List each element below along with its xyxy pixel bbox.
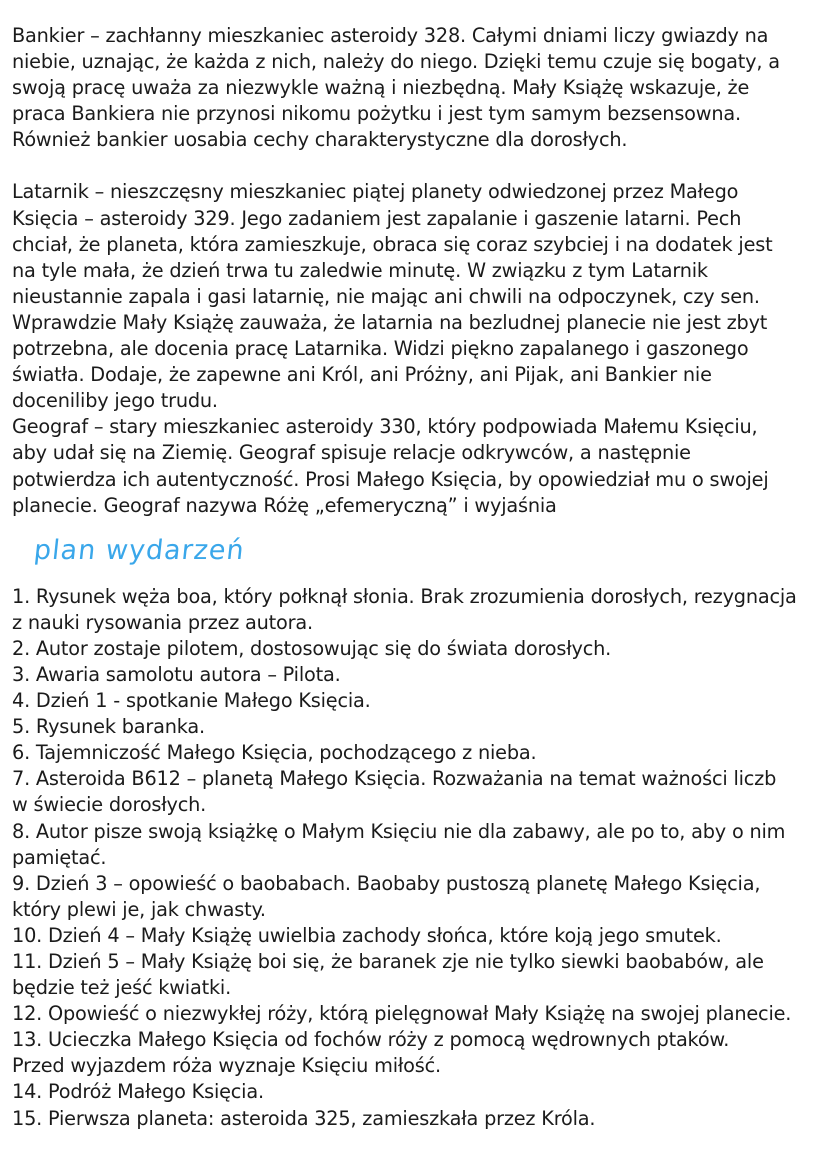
text-line: chciał, że planeta, która zamieszkuje, obraca się coraz szybciej i na dodatek jest: [12, 232, 773, 256]
text-line: praca Bankiera nie przynosi nikomu pożytku i jest tym samym bezsensowna.: [12, 102, 741, 126]
text-line: Również bankier uosabia cechy charakterystyczne dla dorosłych.: [12, 128, 628, 152]
plan-list-line: w świecie dorosłych.: [12, 793, 207, 817]
paragraph-gap: [12, 153, 797, 179]
plan-list-line: 5. Rysunek baranka.: [12, 715, 205, 739]
paragraph-latarnik: [12, 179, 797, 414]
plan-list-line: 4. Dzień 1 - spotkanie Małego Księcia.: [12, 689, 371, 713]
plan-list-line: który plewi je, jak chwasty.: [12, 897, 266, 921]
plan-list-line: 13. Ucieczka Małego Księcia od fochów róży z pomocą wędrownych ptaków.: [12, 1028, 730, 1052]
plan-list-line: 8. Autor pisze swoją książkę o Małym Księciu nie dla zabawy, ale po to, aby o nim: [12, 819, 786, 843]
text-line: Księcia – asteroidy 329. Jego zadaniem jest zapalanie i gaszenie latarni. Pech: [12, 206, 742, 230]
plan-list-line: 2. Autor zostaje pilotem, dostosowując się do świata dorosłych.: [12, 636, 612, 660]
plan-list-line: będzie też jeść kwiatki.: [12, 976, 231, 1000]
plan-list-line: pamiętać.: [12, 845, 107, 869]
plan-list-line: z nauki rysowania przez autora.: [12, 610, 313, 634]
text-line: swoją pracę uważa za niezwykle ważną i niezbędną. Mały Książę wskazuje, że: [12, 76, 750, 100]
plan-list-line: 15. Pierwsza planeta: asteroida 325, zamieszkała przez Króla.: [12, 1106, 596, 1130]
text-line: światła. Dodaje, że zapewne ani Król, ani Próżny, ani Pijak, ani Bankier nie: [12, 363, 712, 387]
text-line: planecie. Geograf nazywa Różę „efemeryczną” i wyjaśnia: [12, 493, 557, 517]
text-line: potwierdza ich autentyczność. Prosi Małego Księcia, by opowiedział mu o swojej: [12, 467, 769, 491]
text-line: doceniliby jego trudu.: [12, 389, 218, 413]
text-line: Bankier – zachłanny mieszkaniec asteroidy 328. Całymi dniami liczy gwiazdy na: [12, 24, 769, 47]
text-line: Geograf – stary mieszkaniec asteroidy 330, który podpowiada Małemu Księciu,: [12, 415, 758, 439]
text-line: Wprawdzie Mały Książę zauważa, że latarnia na bezludnej planecie nie jest zbyt: [12, 310, 768, 334]
section-heading: plan wydarzeń: [32, 534, 247, 566]
text-line: potrzebna, ale docenia pracę Latarnika. Widzi piękno zapalanego i gaszonego: [12, 337, 749, 361]
paragraph-geograf: [12, 414, 797, 518]
plan-list-line: 10. Dzień 4 – Mały Książę uwielbia zachody słońca, które koją jego smutek.: [12, 923, 722, 947]
document: [12, 23, 797, 1132]
plan-list-line: 9. Dzień 3 – opowieść o baobabach. Baobaby pustoszą planetę Małego Księcia,: [12, 871, 761, 895]
paragraph-bankier: [12, 23, 797, 153]
plan-list-line: 11. Dzień 5 – Mały Książę boi się, że baranek zje nie tylko siewki baobabów, ale: [12, 950, 764, 973]
plan-list: [12, 584, 797, 1132]
text-line: na tyle mała, że dzień trwa tu zaledwie minutę. W związku z tym Latarnik: [12, 258, 708, 282]
text-line: aby udał się na Ziemię. Geograf spisuje relacje odkrywców, a następnie: [12, 441, 691, 465]
plan-list-line: 14. Podróż Małego Księcia.: [12, 1080, 264, 1104]
plan-list-line: 12. Opowieść o niezwykłej róży, którą pielęgnował Mały Książę na swojej planecie.: [12, 1002, 792, 1026]
plan-list-line: 6. Tajemniczość Małego Księcia, pochodzącego z nieba.: [12, 741, 537, 765]
plan-list-line: 7. Asteroida B612 – planetą Małego Księcia. Rozważania na temat ważności liczb: [12, 767, 777, 791]
plan-list-line: Przed wyjazdem róża wyznaje Księciu miłość.: [12, 1054, 441, 1078]
text-line: Latarnik – nieszczęsny mieszkaniec piątej planety odwiedzonej przez Małego: [12, 180, 739, 204]
text-line: niebie, uznając, że każda z nich, należy do niego. Dzięki temu czuje się bogaty, a: [12, 50, 780, 74]
plan-list-line: 3. Awaria samolotu autora – Pilota.: [12, 662, 341, 686]
text-line: nieustannie zapala i gasi latarnię, nie mając ani chwili na odpoczynek, czy sen.: [12, 284, 760, 308]
plan-list-line: 1. Rysunek węża boa, który połknął słonia. Brak zrozumienia dorosłych, rezygnacja: [12, 584, 797, 608]
